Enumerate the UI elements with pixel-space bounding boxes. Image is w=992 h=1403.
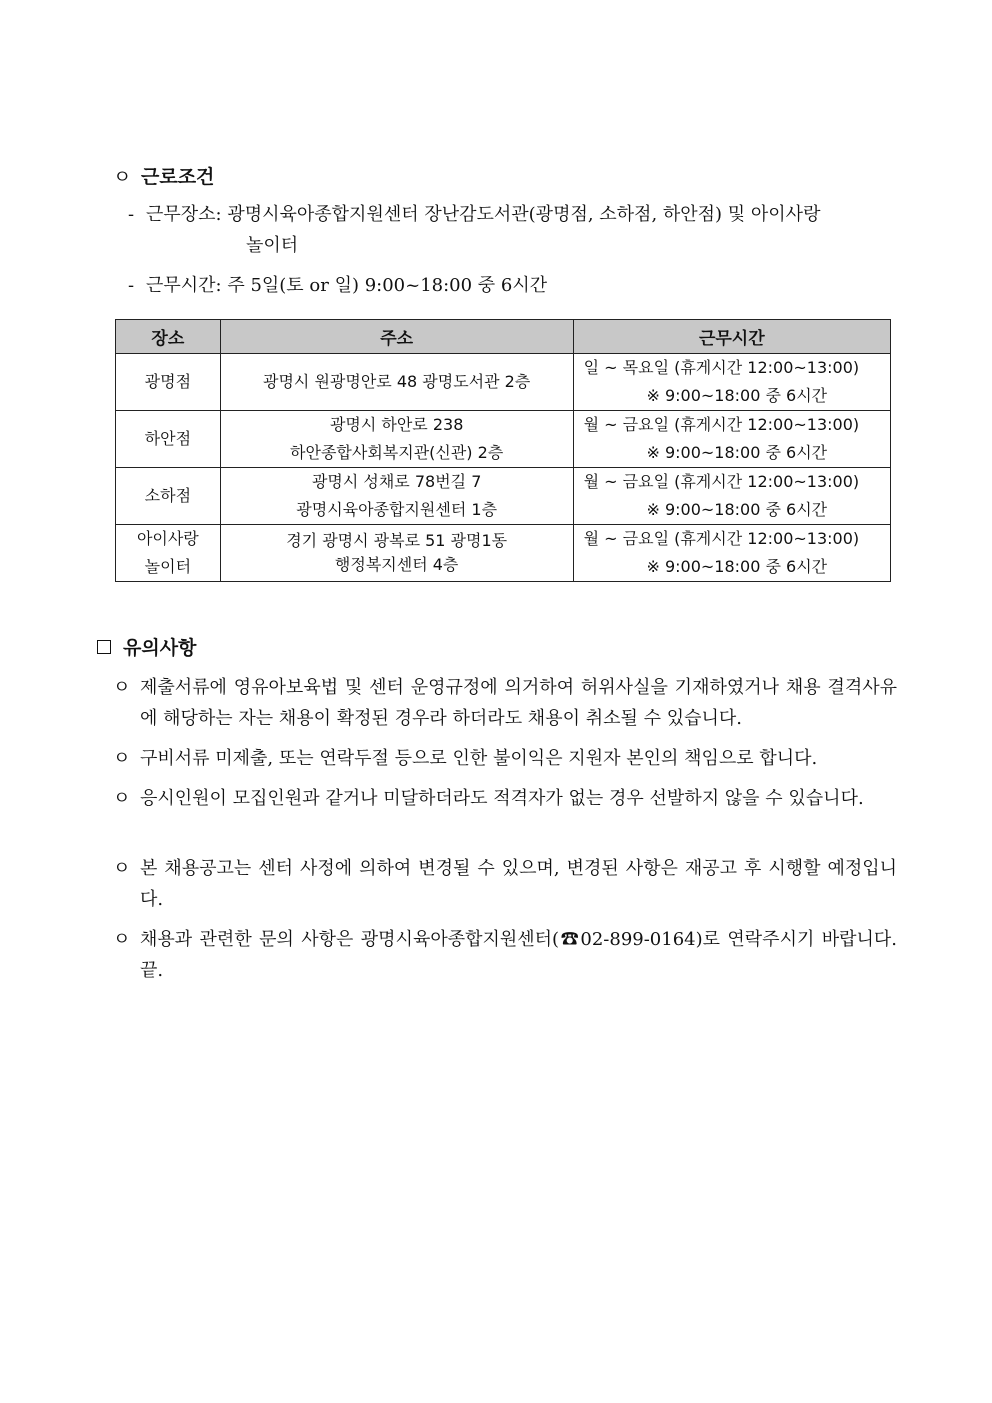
table-row [116, 354, 891, 411]
note-text: 응시인원이 모집인원과 같거나 미달하더라도 적격자가 없는 경우 선발하지 않을 수 있습니다. [140, 788, 864, 809]
place-cell: 아이사랑 놀이터 [116, 525, 221, 582]
note-text: 채용과 관련한 문의 사항은 광명시육아종합지원센터(☎02-899-0164)로 연락주시기 바랍니다. 끝. [140, 929, 897, 981]
notes-heading [97, 633, 196, 660]
table-header-row [116, 320, 891, 354]
note-text: 구비서류 미제출, 또는 연락두절 등으로 인한 불이익은 지원자 본인의 책임으로 합니다. [140, 748, 818, 769]
work-place-line-cont [246, 230, 298, 261]
note-item [113, 783, 897, 814]
place-cell: 하안점 [116, 411, 221, 468]
hours-cell: 월 ~ 금요일 (휴게시간 12:00~13:00) ※ 9:00~18:00 중 6시간 [573, 411, 890, 468]
circle-bullet-icon: ㅇ [113, 858, 131, 879]
address-cell: 경기 광명시 광복로 51 광명1동 행정복지센터 4층 [220, 525, 573, 582]
header-address: 주소 [220, 320, 573, 354]
table-row [116, 411, 891, 468]
work-conditions-title: 근로조건 [141, 166, 215, 188]
circle-bullet-icon: ㅇ [113, 788, 131, 809]
work-place-text-cont: 놀이터 [246, 235, 299, 256]
hours-cell: 일 ~ 목요일 (휴게시간 12:00~13:00) ※ 9:00~18:00 중 6시간 [573, 354, 890, 411]
hours-cell: 월 ~ 금요일 (휴게시간 12:00~13:00) ※ 9:00~18:00 중 6시간 [573, 525, 890, 582]
note-text: 제출서류에 영유아보육법 및 센터 운영규정에 의거하여 허위사실을 기재하였거나 채용 결격사유에 해당하는 자는 채용이 확정된 경우라 하더라도 채용이 취소될 수 있습니다. [140, 677, 897, 729]
note-text: 본 채용공고는 센터 사정에 의하여 변경될 수 있으며, 변경된 사항은 재공고 후 시행할 예정입니다. [140, 858, 897, 910]
place-cell: 소하점 [116, 468, 221, 525]
circle-bullet-icon: ㅇ [113, 929, 131, 950]
circle-bullet-icon: ㅇ [113, 677, 131, 698]
table-row [116, 468, 891, 525]
address-cell: 광명시 원광명안로 48 광명도서관 2층 [220, 354, 573, 411]
workplace-table [115, 319, 891, 582]
work-conditions-heading [113, 162, 214, 189]
table-row [116, 525, 891, 582]
header-place: 장소 [116, 320, 221, 354]
work-time-line: - 근무시간: 주 5일(토 or 일) 9:00~18:00 중 6시간 [128, 275, 548, 296]
notes-title: 유의사항 [123, 637, 197, 659]
address-cell: 광명시 하안로 238 하안종합사회복지관(신관) 2층 [220, 411, 573, 468]
circle-bullet-icon: ㅇ [113, 166, 132, 188]
hours-cell: 월 ~ 금요일 (휴게시간 12:00~13:00) ※ 9:00~18:00 중 6시간 [573, 468, 890, 525]
work-place-line: - 근무장소: 광명시육아종합지원센터 장난감도서관(광명점, 소하점, 하안점) 및 아이사랑 [128, 204, 821, 225]
note-item [113, 672, 897, 734]
header-hours: 근무시간 [573, 320, 890, 354]
square-bullet-icon [97, 640, 111, 654]
work-time-text: 근무시간: 주 5일(토 or 일) 9:00~18:00 중 6시간 [146, 275, 548, 296]
place-cell: 광명점 [116, 354, 221, 411]
note-item [113, 743, 897, 774]
circle-bullet-icon: ㅇ [113, 748, 131, 769]
note-item [113, 853, 897, 915]
work-place-text: 근무장소: 광명시육아종합지원센터 장난감도서관(광명점, 소하점, 하안점) 및 아이사랑 [146, 204, 821, 225]
address-cell: 광명시 성채로 78번길 7 광명시육아종합지원센터 1층 [220, 468, 573, 525]
note-item [113, 924, 897, 986]
